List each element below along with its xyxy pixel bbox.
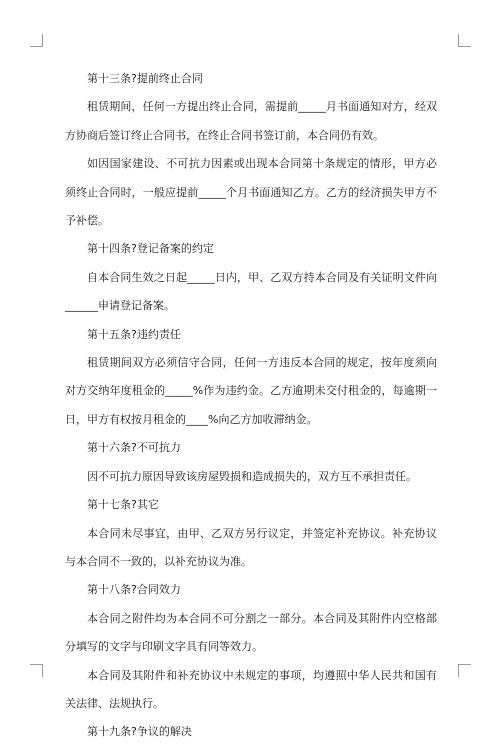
article-13-heading: 第十三条?提前终止合同 [87, 72, 203, 85]
article-17-heading: 第十七条?其它 [87, 498, 159, 512]
article-15-paragraph: 租赁期间双方必须信守合同，任何一方违反本合同的规定，按年度须向对方交纳年度租金的_____%作为违约金。乙方逾期未交付租金的，每逾期一日，甲方有权按月租金的____%向乙方加收滞纳金。 [65, 356, 437, 426]
article-13-paragraph-2: 如因国家建设、不可抗力因素或出现本合同第十条规定的情形，甲方必须终止合同时，一般应提前_____个月书面通知乙方。乙方的经济损失甲方不予补偿。 [65, 157, 437, 228]
crop-mark-bottom-right [458, 664, 471, 677]
article-18-heading: 第十八条?合同效力 [87, 583, 181, 597]
article-16-heading: 第十六条?不可抗力 [87, 441, 181, 455]
document-body [65, 65, 437, 747]
article-14-paragraph: 自本合同生效之日起_____日内，甲、乙双方持本合同及有关证明文件向______申请登记备案。 [65, 270, 437, 313]
article-16-paragraph: 因不可抗力原因导致该房屋毁损和造成损失的，双方互不承担责任。 [87, 469, 417, 483]
article-17-paragraph: 本合同未尽事宜，由甲、乙双方另行议定，并签定补充协议。补充协议与本合同不一致的，以补充协议为准。 [65, 526, 437, 568]
crop-mark-bottom-left [30, 664, 43, 677]
article-13-paragraph-1: 租赁期间，任何一方提出终止合同，需提前_____月书面通知对方，经双方协商后签订终止合同书，在终止合同书签订前，本合同仍有效。 [65, 100, 437, 142]
article-18-paragraph-1: 本合同之附件均为本合同不可分割之一部分。本合同及其附件内空格部分填写的文字与印刷文字具有同等效力。 [65, 611, 437, 654]
article-14-heading: 第十四条?登记备案的约定 [87, 242, 214, 256]
article-19-heading: 第十九条?争议的解决 [87, 725, 192, 739]
article-18-paragraph-2: 本合同及其附件和补充协议中未规定的事项，均遵照中华人民共和国有关法律、法规执行。 [65, 668, 437, 710]
article-15-heading: 第十五条?违约责任 [87, 327, 181, 341]
crop-mark-top-right [458, 34, 471, 47]
crop-mark-top-left [30, 34, 43, 47]
